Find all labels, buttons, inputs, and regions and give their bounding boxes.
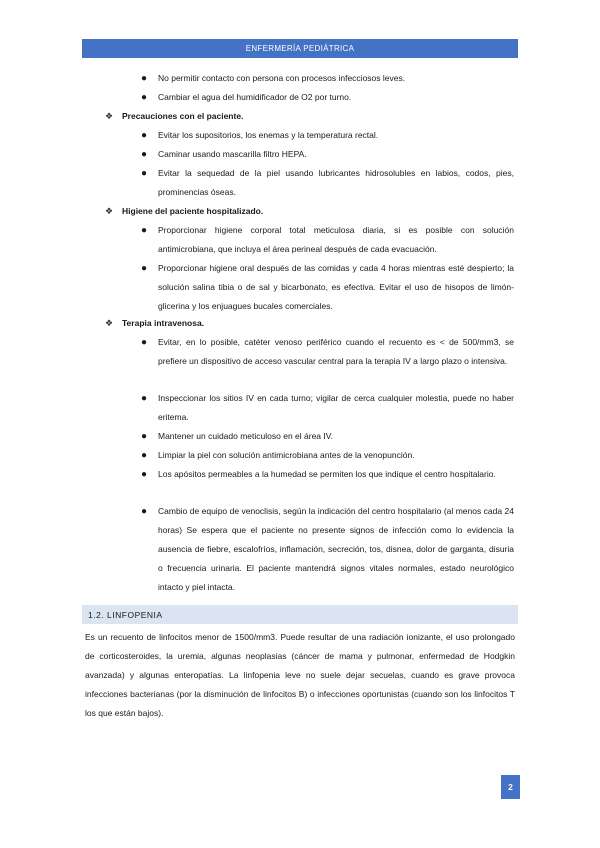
list-item-text: Evitar, en lo posible, catéter venoso periférico cuando el recuento es < de 500/mm3, se prefiere un dispositivo de acceso vascular central para la terapia IV a largo plazo o intensiva. — [158, 337, 514, 366]
list-item — [141, 88, 514, 107]
list-item — [141, 69, 514, 88]
bullet-icon: ● — [141, 337, 148, 348]
subheading-text: Terapia intravenosa. — [122, 318, 205, 328]
body-paragraph: Es un recuento de linfocitos menor de 1500/mm3. Puede resultar de una radiación ionizante, el uso prolongado de corticosteroides, la uremia, algunas neoplasias (cáncer de mama y pulmonar, enfermedad de Hodgkin avanzada) y algunas enteropatías. La linfopenia leve no suele dejar secuelas, cuando es grave provoca infecciones bacterianas (por la disminución de linfocitos B) o infecciones oportunistas (cuando son los linfocitos T los que están bajos). — [85, 632, 515, 718]
list-item-text: Proporcionar higiene oral después de las comidas y cada 4 horas mientras esté despierto; la solución salina tibia o de sal y bicarbonato, es efectiva. Evitar el uso de hisopos de limón-glicerina y los enjuagues bucales comerciales. — [158, 263, 514, 311]
subheading — [105, 107, 244, 126]
subheading — [105, 202, 264, 221]
bullet-icon: ● — [141, 168, 148, 179]
section-heading: 1.2. LINFOPENIA — [82, 605, 518, 624]
bullet-icon: ● — [141, 149, 148, 160]
bullet-icon: ● — [141, 263, 148, 274]
list-item — [141, 446, 514, 465]
list-item-text: No permitir contacto con persona con procesos infecciosos leves. — [158, 73, 406, 83]
list-item-text: Cambiar el agua del humidificador de O2 por turno. — [158, 92, 352, 102]
diamond-bullet-icon: ❖ — [105, 318, 114, 328]
list-item — [141, 145, 514, 164]
list-item-text: Mantener un cuidado meticuloso en el área IV. — [158, 431, 333, 441]
bullet-icon: ● — [141, 73, 148, 84]
list-item — [141, 333, 514, 371]
list-item — [141, 221, 514, 259]
list-item — [141, 427, 514, 446]
list-item — [141, 465, 514, 484]
list-item-text: Cambio de equipo de venoclisis, según la indicación del centro hospitalario (al menos cada 24 horas) Se espera que el paciente no presente signos de infección como lo evidencia la ausencia de fiebre, escalofríos, inflamación, secreción, tos, disnea, dolor de garganta, disuria o frecuencia urinaria. El paciente mantendrá signos vitales normales, estado neurológico intacto y piel intacta. — [158, 506, 514, 592]
list-item — [141, 126, 514, 145]
bullet-icon: ● — [141, 393, 148, 404]
diamond-bullet-icon: ❖ — [105, 206, 114, 216]
page-header: ENFERMERÍA PEDIÁTRICA — [82, 39, 518, 58]
list-item-text: Inspeccionar los sitios IV en cada turno; vigilar de cerca cualquier molestia, puede no haber eritema. — [158, 393, 514, 422]
bullet-icon: ● — [141, 92, 148, 103]
subheading-text: Higiene del paciente hospitalizado. — [122, 206, 264, 216]
diamond-bullet-icon: ❖ — [105, 111, 114, 121]
bullet-icon: ● — [141, 450, 148, 461]
list-item-text: Los apósitos permeables a la humedad se permiten los que indique el centro hospitalario. — [158, 469, 496, 479]
bullet-icon: ● — [141, 506, 148, 517]
list-item — [141, 164, 514, 202]
bullet-icon: ● — [141, 469, 148, 480]
subheading-text: Precauciones con el paciente. — [122, 111, 244, 121]
list-item-text: Evitar la sequedad de la piel usando lubricantes hidrosolubles en labios, codos, pies, prominencias óseas. — [158, 168, 514, 197]
page-number: 2 — [501, 775, 520, 799]
list-item-text: Proporcionar higiene corporal total meticulosa diaria, si es posible con solución antimicrobiana, que incluya el área perineal después de cada evacuación. — [158, 225, 514, 254]
bullet-icon: ● — [141, 225, 148, 236]
list-item-text: Caminar usando mascarilla filtro HEPA. — [158, 149, 307, 159]
list-item — [141, 389, 514, 427]
list-item — [141, 502, 514, 597]
subheading — [105, 314, 205, 333]
list-item-text: Limpiar la piel con solución antimicrobiana antes de la venopunción. — [158, 450, 415, 460]
bullet-icon: ● — [141, 431, 148, 442]
list-item — [141, 259, 514, 316]
list-item-text: Evitar los supositorios, los enemas y la temperatura rectal. — [158, 130, 379, 140]
bullet-icon: ● — [141, 130, 148, 141]
